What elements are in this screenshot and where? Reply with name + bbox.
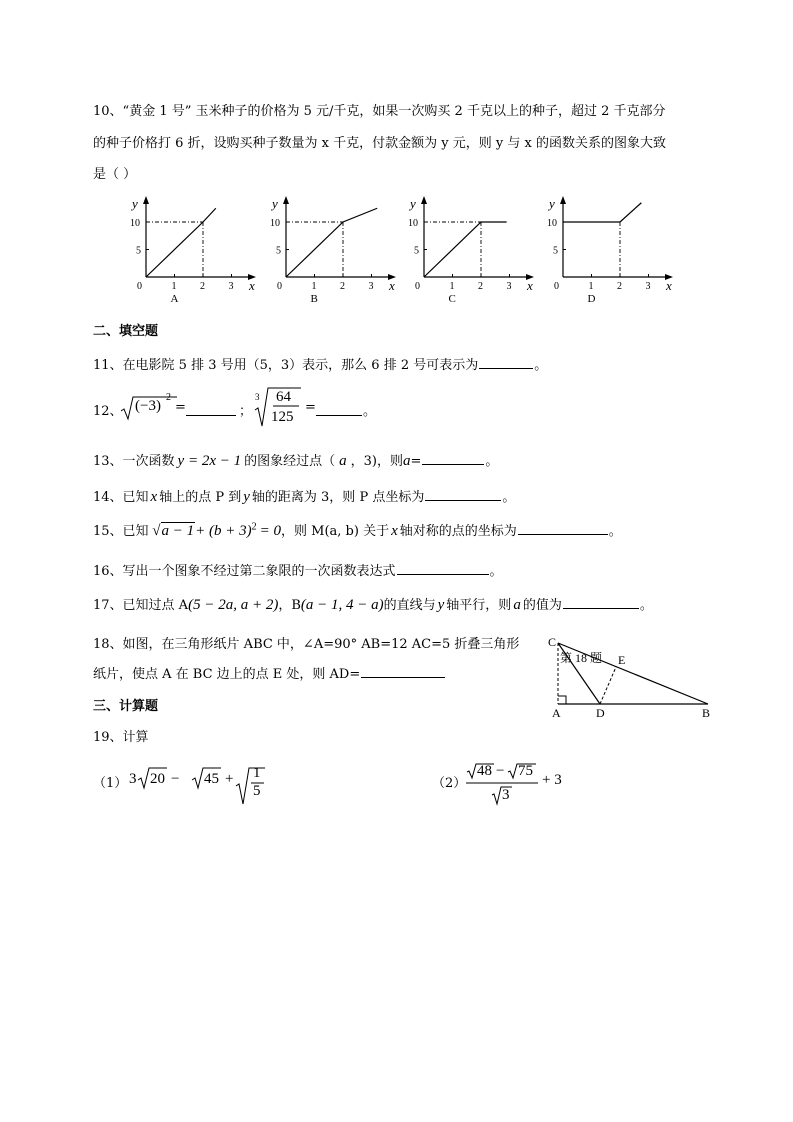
q17-point-b: (a − 1, 4 − a) <box>300 597 384 613</box>
graph-c-y-tick-label-10: 10 <box>408 218 418 229</box>
q15: 15、已知 $√a - 1+ (b + 3)^2 = 0$，则 M(a, b) 关于 x 轴对称的点的坐标为 。 <box>93 521 622 539</box>
graph-a-y-tick-label-5: 5 <box>136 245 141 257</box>
q17-mid: ，B <box>278 598 301 613</box>
graph-d-x-tick-label-1: 1 <box>588 281 594 292</box>
q12-exponent: 2 <box>166 392 171 403</box>
q15-expr2: + (b + 3) <box>195 523 252 539</box>
graph-a-option-label: A <box>170 293 179 305</box>
q10-graphs <box>0 192 793 312</box>
graph-d-option-label: D <box>587 293 596 305</box>
q17-prefix: 17、已知过点 A <box>93 598 189 613</box>
q12-separator: ； <box>239 404 253 419</box>
graph-c-x-tick-label-3: 3 <box>506 281 512 292</box>
q13-a: a <box>339 453 347 469</box>
graph-d-y-tick-label-10: 10 <box>547 218 557 229</box>
q19-p2-r2: 75 <box>518 763 533 779</box>
q16 <box>93 560 503 579</box>
graph-a-x-label: x <box>249 278 255 293</box>
graph-d-origin: 0 <box>554 281 559 292</box>
graph-c-y-arrow <box>421 196 427 204</box>
q18-label-a: A <box>552 706 561 720</box>
q17 <box>93 594 653 614</box>
q16-end: 。 <box>489 564 503 579</box>
q13-mid: 的图象经过点（ <box>244 454 336 469</box>
q12-cbrt-index: 3 <box>255 392 260 402</box>
q15-expr3: = 0 <box>259 523 282 539</box>
q11 <box>93 354 547 373</box>
graph-a-origin: 0 <box>137 281 142 292</box>
q14-end: 。 <box>502 490 516 505</box>
q18-label-d: D <box>596 706 605 720</box>
q17-mid2: 的直线与 <box>383 598 436 613</box>
q15-exp: 2 <box>251 521 257 533</box>
graph-d-y-label: y <box>549 196 555 211</box>
q15-x: x <box>391 523 398 539</box>
q19-p2-r1: 48 <box>477 763 492 779</box>
q15-mid: ，则 M(a, b) 关于 <box>281 524 390 539</box>
q19-p1-op2: + <box>225 771 234 787</box>
q19-title: 19、计算 <box>93 730 149 745</box>
q14-mid1: 轴上的点 P 到 <box>159 490 242 505</box>
graph-d-y-arrow <box>560 196 566 204</box>
section-3-heading: 三、计算题 <box>93 699 159 714</box>
q14-mid2: 轴的距离为 3，则 P 点坐标为 <box>251 490 425 505</box>
q13-comma: ，3)，则 <box>350 454 403 469</box>
q10-line2: 的种子价格打 6 折，设购买种子数量为 x 千克，付款金额为 y 元，则 y 与 x 的函数关系的图象大致 <box>93 136 666 151</box>
q13 <box>93 450 498 470</box>
q15-sqrt-expr: a − 1 <box>161 523 195 539</box>
q16-text: 16、写出一个图象不经过第二象限的一次函数表达式 <box>93 564 396 579</box>
q18-triangle-figure <box>540 630 720 722</box>
q19-p1-den: 5 <box>253 783 261 799</box>
q19-p2-op: − <box>496 763 505 779</box>
graph-a-x-tick-label-3: 3 <box>228 281 234 292</box>
graph-c-x-label: x <box>527 278 533 293</box>
q14-answer-blank[interactable] <box>425 499 501 501</box>
graph-c-y-tick-label-5: 5 <box>414 245 419 257</box>
graph-b-y-label: y <box>272 196 278 211</box>
q18-line2 <box>93 663 446 682</box>
q18-line2-text: 纸片，使点 A 在 BC 边上的点 E 处，则 AD= <box>93 667 361 682</box>
graph-b-y-tick-label-10: 10 <box>270 218 280 229</box>
graph-d-series-line-2 <box>620 203 641 222</box>
q18-right-angle <box>558 696 566 704</box>
graph-c-y-label: y <box>410 196 416 211</box>
graph-c-option-label: C <box>448 293 456 305</box>
q19-p2-label: （2） <box>432 776 467 791</box>
q19-p1-op1: − <box>171 771 180 787</box>
q11-answer-blank[interactable] <box>479 367 533 369</box>
q17-mid3: 轴平行，则 <box>446 598 512 613</box>
graph-a-y-arrow <box>143 196 149 204</box>
graph-c-origin: 0 <box>415 281 420 292</box>
q19-p1-label: （1） <box>93 776 128 791</box>
q16-answer-blank[interactable] <box>397 573 489 575</box>
q12-numerator: 64 <box>276 389 291 405</box>
q19-p1-num: 1 <box>253 765 261 781</box>
q13-eq: = <box>410 454 422 469</box>
q18-answer-blank[interactable] <box>361 676 445 678</box>
q12-end: 。 <box>363 404 377 419</box>
q12-equals-2: = <box>305 400 316 415</box>
graph-d-x-label: x <box>666 278 672 293</box>
q17-y: y <box>437 597 445 613</box>
graph-a-series-line <box>146 208 216 277</box>
graph-c-x-tick-label-2: 2 <box>478 281 483 292</box>
q12-answer-blank-2[interactable] <box>316 414 362 416</box>
q14 <box>93 486 515 506</box>
q17-end: 。 <box>639 598 653 613</box>
q18-label-b: B <box>702 706 711 720</box>
section-2-heading: 二、填空题 <box>93 324 159 339</box>
q13-a2: a <box>402 453 411 469</box>
graph-b-x-label: x <box>389 278 395 293</box>
graph-b-y-arrow <box>283 196 289 204</box>
q12-sqrt-inner: (−3) <box>135 398 161 414</box>
graph-d-x-tick-label-2: 2 <box>617 281 622 292</box>
q19-p1-r2: 45 <box>204 771 219 787</box>
graph-b-y-tick-label-5: 5 <box>276 245 281 257</box>
graph-d-x-tick-label-3: 3 <box>645 281 651 292</box>
graph-c-series-line <box>424 222 507 277</box>
q12-answer-blank-1[interactable] <box>186 414 236 416</box>
q18-label-c: C <box>548 635 557 649</box>
graph-b-x-tick-label-1: 1 <box>311 281 317 292</box>
q18-de <box>600 667 616 704</box>
q18-caption: 第 18 题 <box>560 651 603 665</box>
q17-answer-blank[interactable] <box>563 607 639 609</box>
graph-b-origin: 0 <box>277 281 282 292</box>
q19-p1-r1: 20 <box>150 771 165 787</box>
q15-end: 。 <box>608 524 622 539</box>
graph-a-y-label: y <box>132 196 138 211</box>
graph-c-x-tick-label-1: 1 <box>449 281 455 292</box>
q13-answer-blank[interactable] <box>422 463 484 465</box>
q12-equals: = <box>175 400 186 415</box>
graph-b-x-tick-label-2: 2 <box>340 281 345 292</box>
q12-prefix: 12、 <box>93 404 123 419</box>
q17-mid4: 的值为 <box>522 598 562 613</box>
q18-label-e: E <box>618 653 626 667</box>
q11-text: 11、在电影院 5 排 3 号用（5，3）表示，那么 6 排 2 号可表示为 <box>93 358 479 373</box>
graph-a-x-tick-label-1: 1 <box>171 281 177 292</box>
q11-end: 。 <box>534 358 548 373</box>
graph-d-y-tick-label-5: 5 <box>553 245 558 257</box>
q14-prefix: 14、已知 <box>93 490 149 505</box>
graph-a-x-tick-label-2: 2 <box>200 281 205 292</box>
q15-prefix: 15、已知 <box>93 524 149 539</box>
q14-y: y <box>243 489 250 505</box>
q19-p2-den: 3 <box>502 787 510 803</box>
q17-a: a <box>513 597 521 613</box>
q17-point-a: (5 − 2a, a + 2) <box>188 597 279 613</box>
q15-mid2: 轴对称的点的坐标为 <box>399 524 517 539</box>
q18-line1: 18、如图，在三角形纸片 ABC 中，∠A=90° AB=12 AC=5 折叠三角形 <box>93 637 520 652</box>
graph-b-x-tick-label-3: 3 <box>368 281 374 292</box>
q15-answer-blank[interactable] <box>518 533 608 535</box>
q12-denominator: 125 <box>271 409 294 425</box>
q10-line3: 是（ ） <box>93 167 137 182</box>
q13-prefix: 13、一次函数 <box>93 454 175 469</box>
graph-b-option-label: B <box>310 293 318 305</box>
q14-x: x <box>150 489 158 505</box>
q10-line1: 10、“黄金 1 号” 玉米种子的价格为 5 元/千克，如果一次购买 2 千克以上的种子，超过 2 千克部分 <box>93 104 666 119</box>
graph-b-series-line <box>286 208 377 277</box>
q13-formula: y = 2x − 1 <box>177 453 242 469</box>
graph-a-y-tick-label-10: 10 <box>130 218 140 229</box>
q13-end: 。 <box>485 454 499 469</box>
q19-p1-coef: 3 <box>129 771 137 787</box>
q19-p2-plus: + 3 <box>542 772 562 788</box>
